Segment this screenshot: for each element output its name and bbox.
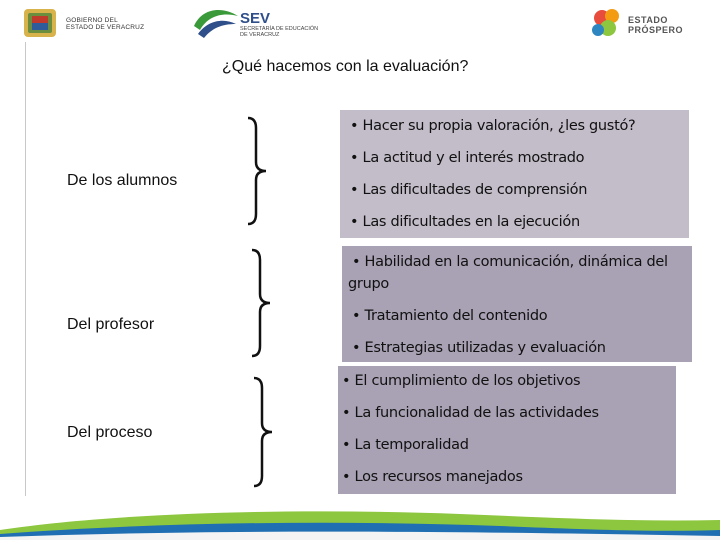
list-item: • Las dificultades en la ejecución <box>350 214 580 230</box>
veracruz-government-logo <box>20 6 170 40</box>
brace-profesor <box>250 248 274 358</box>
group-label-alumnos: De los alumnos <box>67 172 178 189</box>
estado-logo-line-1: ESTADO <box>628 15 668 25</box>
list-item: • Estrategias utilizadas y evaluación <box>352 340 606 356</box>
list-item: • Los recursos manejados <box>342 469 523 485</box>
left-divider <box>25 42 26 496</box>
brace-proceso <box>252 376 276 488</box>
group-label-profesor: Del profesor <box>67 316 155 333</box>
slide-title: ¿Qué hacemos con la evaluación? <box>222 58 469 75</box>
list-item: • La temporalidad <box>342 437 469 453</box>
list-item: • La actitud y el interés mostrado <box>350 150 585 166</box>
gov-logo-line-1: GOBIERNO DEL <box>66 17 118 24</box>
estado-prospero-logo <box>588 6 700 42</box>
list-item: • El cumplimiento de los objetivos <box>342 373 581 389</box>
list-item: • Tratamiento del contenido <box>352 308 548 324</box>
group-label-proceso: Del proceso <box>67 424 153 441</box>
group-box-profesor <box>342 246 692 362</box>
coat-of-arms-icon <box>20 6 60 40</box>
prospero-flower-icon <box>588 6 630 42</box>
group-box-proceso <box>338 366 676 494</box>
bottom-wave-decoration <box>0 500 720 540</box>
sev-logo-title: SEV <box>240 10 271 27</box>
brace-alumnos <box>246 116 270 226</box>
sev-logo <box>192 4 362 42</box>
list-item-continuation: grupo <box>348 276 389 292</box>
group-box-alumnos <box>340 110 689 238</box>
sev-logo-line-2: DE VERACRUZ <box>240 32 280 38</box>
list-item: • La funcionalidad de las actividades <box>342 405 599 421</box>
list-item: • Las dificultades de comprensión <box>350 182 588 198</box>
gov-logo-line-2: ESTADO DE VERACRUZ <box>66 24 145 31</box>
sev-swoosh-icon <box>192 6 242 40</box>
list-item: • Hacer su propia valoración, ¿les gustó? <box>350 118 636 134</box>
estado-logo-line-2: PRÓSPERO <box>628 25 684 35</box>
sev-logo-line-1: SECRETARÍA DE EDUCACIÓN <box>240 26 319 32</box>
list-item: • Habilidad en la comunicación, dinámica del <box>352 254 668 270</box>
